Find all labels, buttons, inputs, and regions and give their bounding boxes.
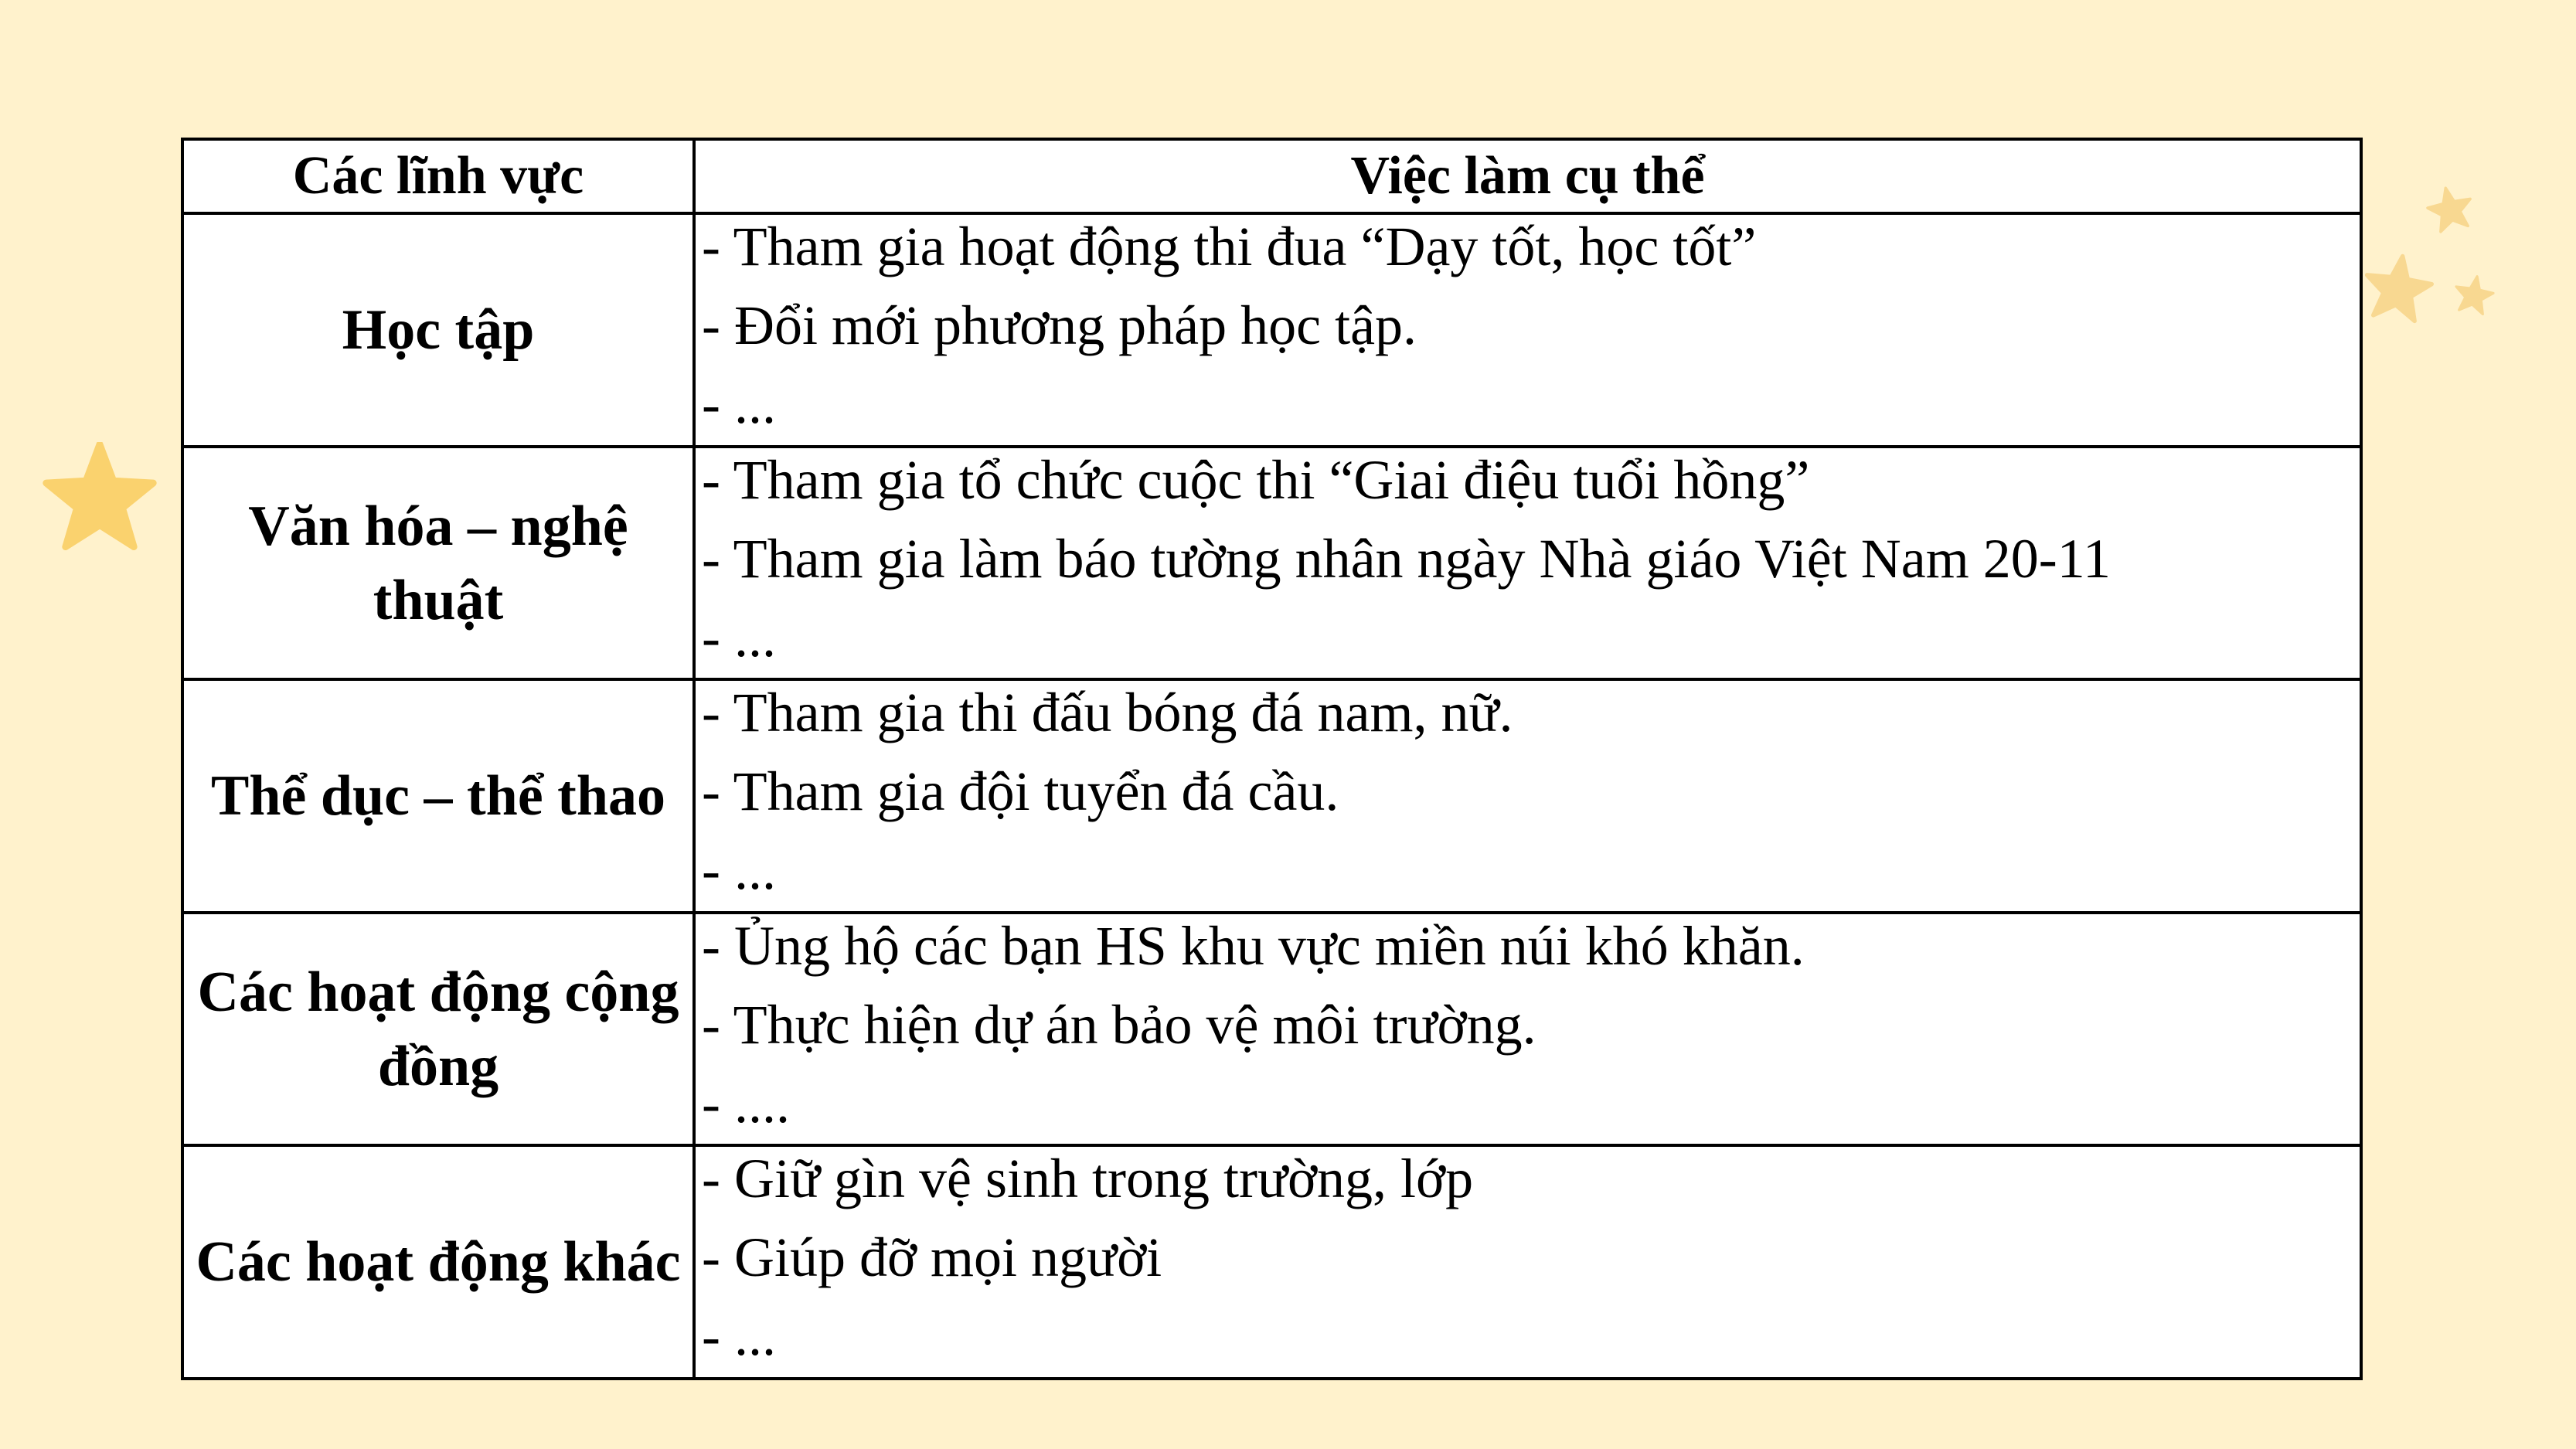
item-line: - Tham gia tổ chức cuộc thi “Giai điệu tuổi hồng”: [702, 448, 1810, 511]
item-line: - ....: [702, 1072, 790, 1134]
field-cell: Thể dục – thể thao: [182, 679, 694, 913]
field-cell: Các hoạt động cộng đồng: [182, 913, 694, 1146]
item-line: - Tham gia làm báo tường nhân ngày Nhà giáo Việt Nam 20-11: [702, 527, 2112, 590]
header-specific-actions: Việc làm cụ thể: [694, 139, 2361, 213]
item-line: - ...: [702, 839, 776, 902]
table-row-community: [182, 913, 2361, 1146]
table-row-study: [182, 213, 2361, 447]
item-line: - ...: [702, 606, 776, 668]
star-decoration-right-small-icon: [2451, 271, 2497, 318]
items-cell: [694, 447, 2361, 680]
table-row-sports: [182, 679, 2361, 913]
items-cell: [694, 913, 2361, 1146]
item-line: - Giữ gìn vệ sinh trong trường, lớp: [702, 1148, 1474, 1210]
field-cell: Học tập: [182, 213, 694, 447]
table-row-other: [182, 1145, 2361, 1379]
items-cell: [694, 679, 2361, 913]
header-fields: Các lĩnh vực: [182, 139, 694, 213]
item-line: - Thực hiện dự án bảo vệ môi trường.: [702, 993, 1536, 1056]
item-line: - ...: [702, 373, 776, 436]
field-cell: Các hoạt động khác: [182, 1145, 694, 1379]
star-decoration-right-top-icon: [2422, 181, 2477, 236]
star-decoration-left-icon: [43, 442, 157, 550]
field-cell: Văn hóa – nghệ thuật: [182, 447, 694, 680]
item-line: - ...: [702, 1305, 776, 1368]
items-cell: [694, 213, 2361, 447]
star-decoration-right-large-icon: [2358, 244, 2438, 331]
item-line: - Ủng hộ các bạn HS khu vực miền núi khó khăn.: [702, 914, 1805, 977]
items-cell: [694, 1145, 2361, 1379]
item-line: - Tham gia hoạt động thi đua “Dạy tốt, học tốt”: [702, 216, 1757, 278]
item-line: - Tham gia thi đấu bóng đá nam, nữ.: [702, 682, 1513, 744]
activities-table: [181, 138, 2363, 1380]
table-row-culture-arts: [182, 447, 2361, 680]
table-header-row: [182, 139, 2361, 213]
item-line: - Giúp đỡ mọi người: [702, 1226, 1162, 1289]
item-line: - Đổi mới phương pháp học tập.: [702, 294, 1417, 357]
item-line: - Tham gia đội tuyển đá cầu.: [702, 760, 1339, 823]
